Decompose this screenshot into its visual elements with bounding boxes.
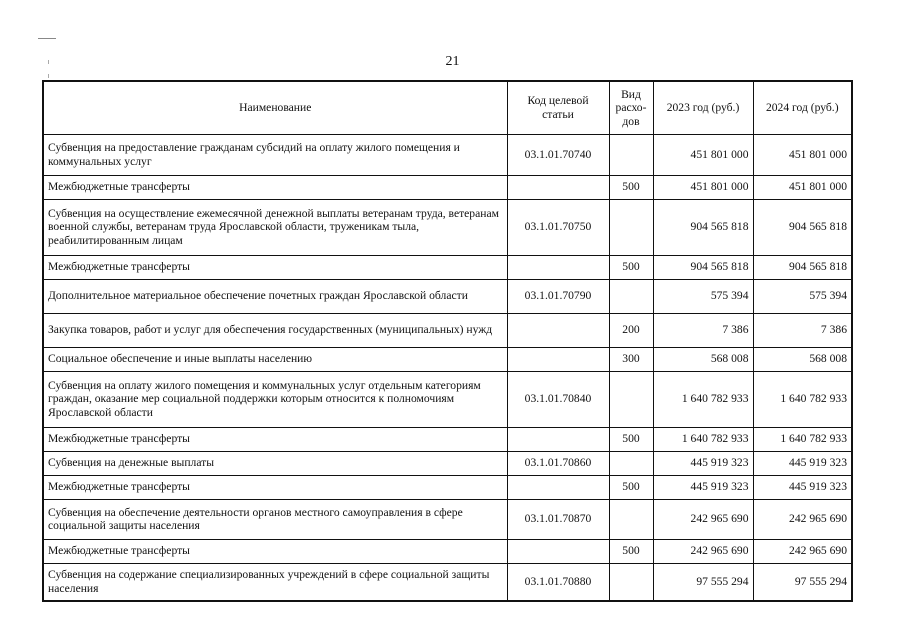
scan-artifact xyxy=(48,74,49,78)
row-kind-cell xyxy=(609,371,653,427)
row-kind-cell: 500 xyxy=(609,175,653,199)
row-code-cell xyxy=(507,539,609,563)
row-kind-cell: 500 xyxy=(609,427,653,451)
row-2023-cell: 575 394 xyxy=(653,279,753,313)
row-name-cell: Межбюджетные трансферты xyxy=(43,427,507,451)
table-row xyxy=(43,427,852,451)
row-2024-cell: 451 801 000 xyxy=(753,134,852,175)
row-code-cell: 03.1.01.70860 xyxy=(507,451,609,475)
row-2023-cell: 451 801 000 xyxy=(653,134,753,175)
row-2023-cell: 904 565 818 xyxy=(653,199,753,255)
row-name-cell: Социальное обеспечение и иные выплаты населению xyxy=(43,347,507,371)
row-code-cell: 03.1.01.70790 xyxy=(507,279,609,313)
row-kind-cell xyxy=(609,279,653,313)
table-row xyxy=(43,563,852,601)
row-code-cell xyxy=(507,255,609,279)
row-2024-cell: 1 640 782 933 xyxy=(753,427,852,451)
row-kind-cell xyxy=(609,134,653,175)
header-2024: 2024 год (руб.) xyxy=(753,81,852,134)
row-name-cell: Субвенция на обеспечение деятельности органов местного самоуправления в сфере социальной защиты населения xyxy=(43,499,507,539)
row-kind-cell xyxy=(609,199,653,255)
row-name-cell: Межбюджетные трансферты xyxy=(43,539,507,563)
table-row xyxy=(43,279,852,313)
table-row xyxy=(43,475,852,499)
row-2024-cell: 445 919 323 xyxy=(753,451,852,475)
row-2024-cell: 242 965 690 xyxy=(753,499,852,539)
row-code-cell xyxy=(507,313,609,347)
row-2024-cell: 575 394 xyxy=(753,279,852,313)
row-2023-cell: 904 565 818 xyxy=(653,255,753,279)
row-code-cell xyxy=(507,427,609,451)
row-2024-cell: 451 801 000 xyxy=(753,175,852,199)
scan-artifact xyxy=(38,38,56,39)
row-2024-cell: 97 555 294 xyxy=(753,563,852,601)
row-name-cell: Субвенция на содержание специализированных учреждений в сфере социальной защиты населения xyxy=(43,563,507,601)
row-kind-cell xyxy=(609,451,653,475)
row-name-cell: Субвенция на денежные выплаты xyxy=(43,451,507,475)
row-name-cell: Закупка товаров, работ и услуг для обеспечения государственных (муниципальных) нужд xyxy=(43,313,507,347)
row-name-cell: Дополнительное материальное обеспечение почетных граждан Ярославской области xyxy=(43,279,507,313)
row-name-cell: Субвенция на предоставление гражданам субсидий на оплату жилого помещения и коммунальных услуг xyxy=(43,134,507,175)
row-2024-cell: 242 965 690 xyxy=(753,539,852,563)
row-2023-cell: 568 008 xyxy=(653,347,753,371)
row-2023-cell: 1 640 782 933 xyxy=(653,371,753,427)
row-2024-cell: 1 640 782 933 xyxy=(753,371,852,427)
row-2023-cell: 445 919 323 xyxy=(653,451,753,475)
table-header-row xyxy=(43,81,852,134)
row-2023-cell: 242 965 690 xyxy=(653,539,753,563)
row-2023-cell: 7 386 xyxy=(653,313,753,347)
table-row xyxy=(43,347,852,371)
table-row xyxy=(43,313,852,347)
table-row xyxy=(43,539,852,563)
row-2024-cell: 568 008 xyxy=(753,347,852,371)
row-kind-cell xyxy=(609,499,653,539)
header-code: Код целевой статьи xyxy=(507,81,609,134)
row-code-cell: 03.1.01.70870 xyxy=(507,499,609,539)
table-row xyxy=(43,451,852,475)
row-2024-cell: 7 386 xyxy=(753,313,852,347)
budget-table xyxy=(42,80,853,602)
header-2023: 2023 год (руб.) xyxy=(653,81,753,134)
row-kind-cell: 500 xyxy=(609,539,653,563)
row-name-cell: Межбюджетные трансферты xyxy=(43,475,507,499)
row-code-cell: 03.1.01.70840 xyxy=(507,371,609,427)
row-name-cell: Межбюджетные трансферты xyxy=(43,175,507,199)
row-2024-cell: 445 919 323 xyxy=(753,475,852,499)
table-row xyxy=(43,255,852,279)
row-name-cell: Субвенция на оплату жилого помещения и коммунальных услуг отдельным категориям граждан, оказание мер социальной поддержки которым относится к полномочиям Ярославской области xyxy=(43,371,507,427)
header-kind: Вид расхо-дов xyxy=(609,81,653,134)
row-code-cell xyxy=(507,475,609,499)
row-name-cell: Межбюджетные трансферты xyxy=(43,255,507,279)
row-kind-cell: 500 xyxy=(609,255,653,279)
table-row xyxy=(43,499,852,539)
table-row xyxy=(43,371,852,427)
row-2023-cell: 97 555 294 xyxy=(653,563,753,601)
row-kind-cell: 500 xyxy=(609,475,653,499)
row-kind-cell: 200 xyxy=(609,313,653,347)
table-row xyxy=(43,134,852,175)
row-code-cell: 03.1.01.70740 xyxy=(507,134,609,175)
row-2023-cell: 242 965 690 xyxy=(653,499,753,539)
table-body xyxy=(43,134,852,601)
page-number: 21 xyxy=(445,54,460,69)
row-2023-cell: 445 919 323 xyxy=(653,475,753,499)
row-code-cell: 03.1.01.70750 xyxy=(507,199,609,255)
row-name-cell: Субвенция на осуществление ежемесячной денежной выплаты ветеранам труда, ветеранам военной службы, ветеранам труда Ярославской области, труженикам тыла, реабилитированным лицам xyxy=(43,199,507,255)
row-code-cell xyxy=(507,347,609,371)
row-kind-cell xyxy=(609,563,653,601)
row-2023-cell: 1 640 782 933 xyxy=(653,427,753,451)
header-name: Наименование xyxy=(43,81,507,134)
row-2024-cell: 904 565 818 xyxy=(753,199,852,255)
row-2024-cell: 904 565 818 xyxy=(753,255,852,279)
table-row xyxy=(43,175,852,199)
row-code-cell: 03.1.01.70880 xyxy=(507,563,609,601)
row-kind-cell: 300 xyxy=(609,347,653,371)
row-code-cell xyxy=(507,175,609,199)
row-2023-cell: 451 801 000 xyxy=(653,175,753,199)
table-row xyxy=(43,199,852,255)
